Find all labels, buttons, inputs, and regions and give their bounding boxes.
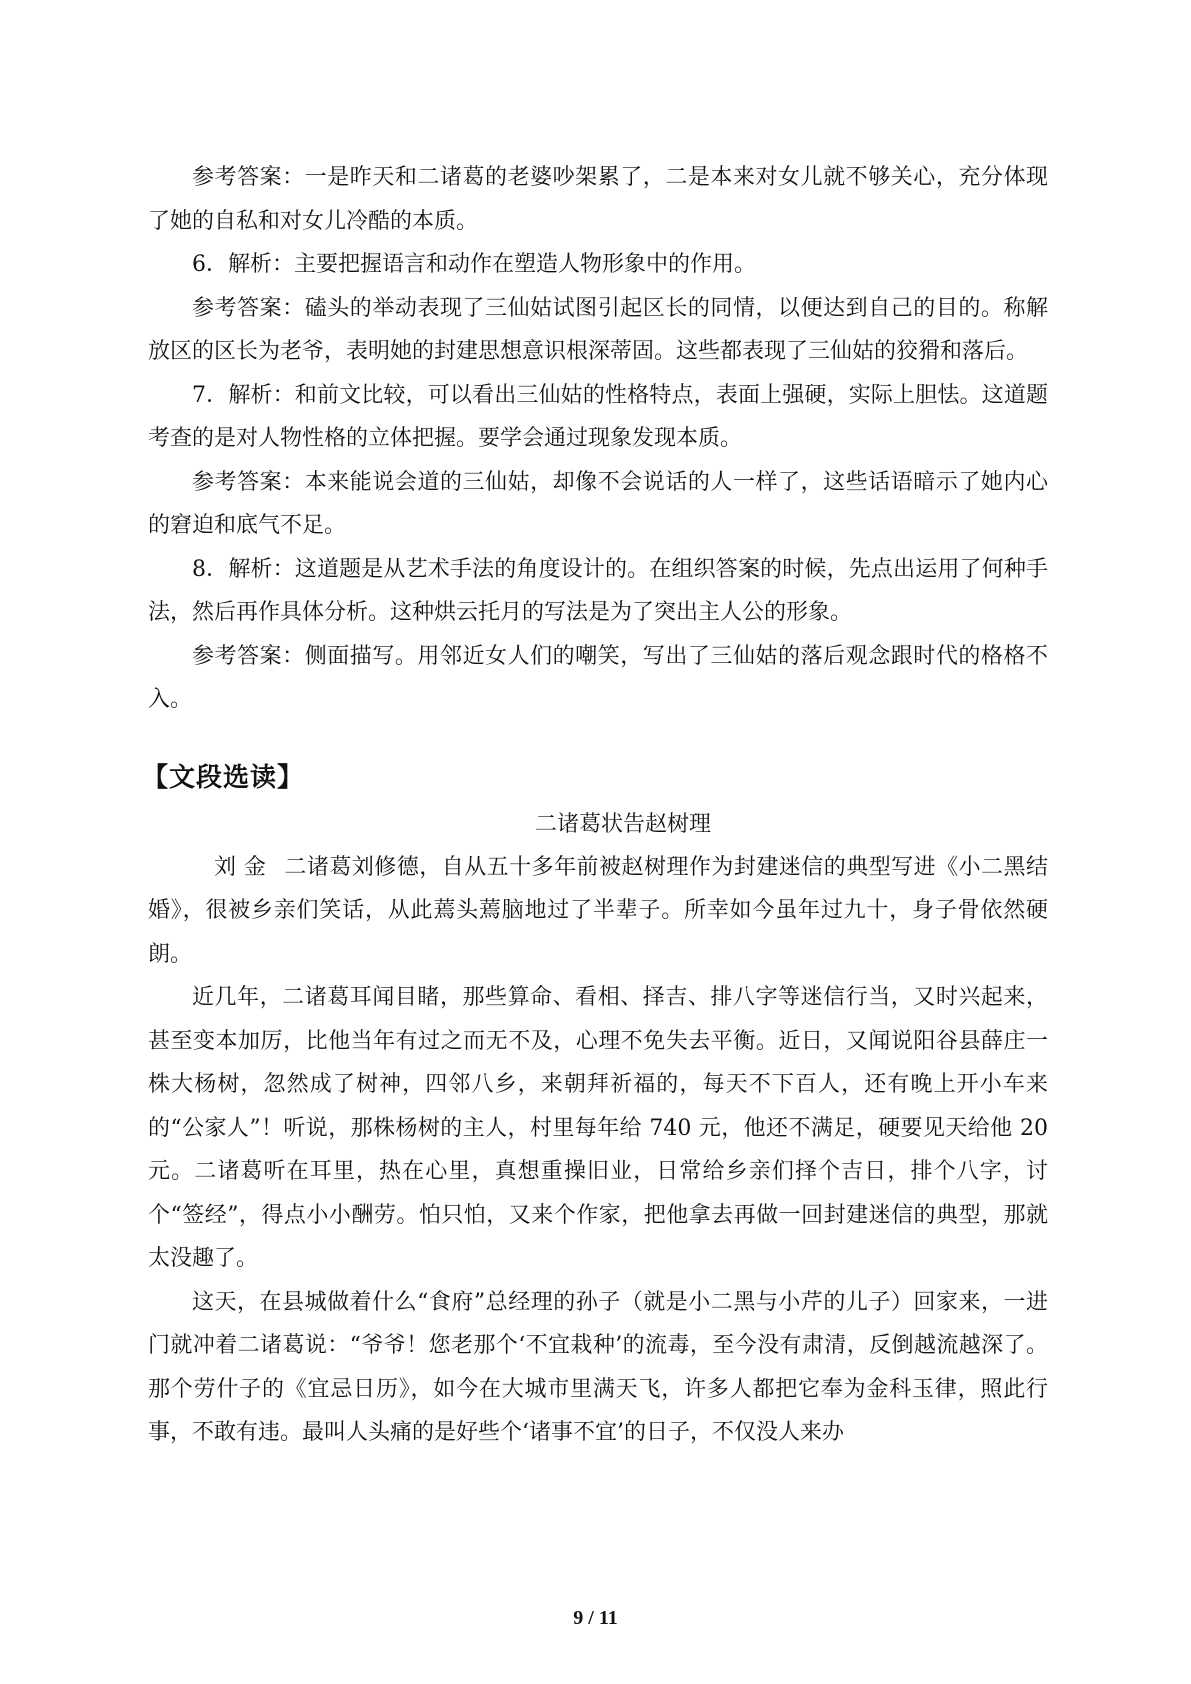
answer-paragraph: 参考答案：本来能说会道的三仙姑，却像不会说话的人一样了，这些话语暗示了她内心的窘迫和底气不足。 (148, 469, 1048, 538)
article-author: 刘 金 (214, 854, 267, 880)
article-paragraph: 这天，在县城做着什么“食府”总经理的孙子（就是小二黑与小芹的儿子）回家来，一进门就冲着二诸葛说：“爷爷！您老那个‘不宜栽种’的流毒，至今没有肃清，反倒越流越深了。那个劳什子的《宜忌日历》，如今在大城市里满天飞，许多人都把它奉为金科玉律，照此行事，不敢有违。最叫人头痛的是好些个‘诸事不宜’的日子，不仅没人来办 (148, 1289, 1048, 1445)
section-heading: 【文段选读】 (142, 762, 305, 793)
answer-paragraph: 参考答案：一是昨天和二诸葛的老婆吵架累了，二是本来对女儿就不够关心，充分体现了她的自私和对女儿冷酷的本质。 (148, 165, 1048, 234)
article-paragraph: 近几年，二诸葛耳闻目睹，那些算命、看相、择吉、排八字等迷信行当，又时兴起来，甚至变本加厉，比他当年有过之而无不及，心理不免失去平衡。近日，又闻说阳谷县薛庄一株大杨树，忽然成了树神，四邻八乡，来朝拜祈福的，每天不下百人，还有晚上开小车来的“公家人”！听说，那株杨树的主人，村里每年给 740 元，他还不满足，硬要见天给他 20 元。二诸葛听在耳里，热在心里，真想重操旧业，日常给乡亲们择个吉日，排个八字，讨个“签经”，得点小小酬劳。怕只怕，又来个作家，把他拿去再做一回封建迷信的典型，那就太没趣了。 (148, 985, 1048, 1271)
answer-paragraph: 参考答案：磕头的举动表现了三仙姑试图引起区长的同情，以便达到自己的目的。称解放区的区长为老爷，表明她的封建思想意识根深蒂固。这些都表现了三仙姑的狡猾和落后。 (148, 295, 1048, 364)
answer-paragraph: 7．解析：和前文比较，可以看出三仙姑的性格特点，表面上强硬，实际上胆怯。这道题考查的是对人物性格的立体把握。要学会通过现象发现本质。 (148, 382, 1048, 451)
page-number: 9 / 11 (573, 1607, 618, 1629)
article-first-paragraph (148, 846, 1048, 977)
answer-paragraph: 6．解析：主要把握语言和动作在塑造人物形象中的作用。 (192, 252, 756, 277)
article-title: 二诸葛状告赵树理 (534, 811, 711, 837)
page-content (142, 156, 1048, 1455)
answer-paragraph: 参考答案：侧面描写。用邻近女人们的嘲笑，写出了三仙姑的落后观念跟时代的格格不入。 (148, 643, 1048, 712)
article-first-paragraph-text: 二诸葛刘修德，自从五十多年前被赵树理作为封建迷信的典型写进《小二黑结婚》，很被乡亲们笑话，从此蔫头蔫脑地过了半辈子。所幸如今虽年过九十，身子骨依然硬朗。 (148, 854, 1048, 967)
answer-paragraph: 8．解析：这道题是从艺术手法的角度设计的。在组织答案的时候，先点出运用了何种手法，然后再作具体分析。这种烘云托月的写法是为了突出主人公的形象。 (148, 556, 1048, 625)
